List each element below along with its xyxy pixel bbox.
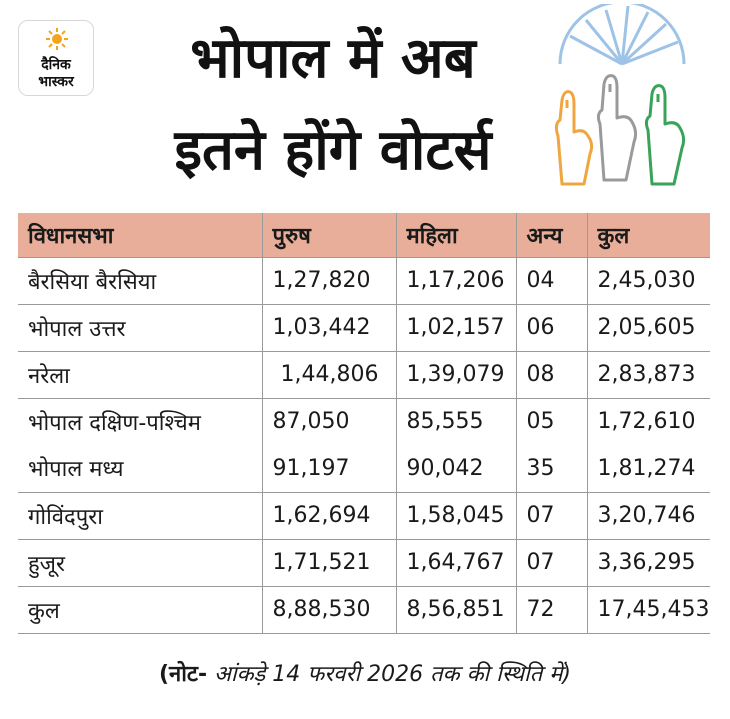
cell-total: 17,45,453	[587, 586, 710, 633]
table-header-row	[18, 213, 710, 257]
cell-other: 06	[516, 304, 587, 351]
ashoka-chakra-icon	[560, 4, 684, 64]
page-title-line2: इतने होंगे वोटर्स	[174, 118, 492, 183]
cell-female: 1,02,157	[396, 304, 516, 351]
cell-constituency: भोपाल दक्षिण-पश्चिम	[28, 410, 201, 436]
cell-constituency: नरेला	[18, 351, 262, 398]
header-male: पुरुष	[262, 213, 396, 257]
logo-text-line2: भास्कर	[38, 74, 74, 90]
table-row	[18, 351, 710, 398]
header-other: अन्य	[516, 213, 587, 257]
table-row	[18, 492, 710, 539]
cell-total: 2,05,605	[587, 304, 710, 351]
cell-female: 85,555	[396, 398, 516, 445]
cell-other: 05	[516, 398, 587, 445]
cell-male: 8,88,530	[262, 586, 396, 633]
cell-male: 1,03,442	[262, 304, 396, 351]
cell-female: 90,042	[396, 445, 516, 492]
cell-total: 3,20,746	[587, 492, 710, 539]
cell-constituency: भोपाल मध्य	[18, 445, 262, 492]
table-row	[18, 257, 710, 304]
header-total: कुल	[587, 213, 710, 257]
cell-female: 8,56,851	[396, 586, 516, 633]
table-row	[18, 398, 710, 445]
cell-male: 1,44,806	[262, 351, 396, 398]
white-finger-icon	[598, 76, 635, 180]
cell-total: 1,81,274	[587, 445, 710, 492]
cell-total: 2,83,873	[587, 351, 710, 398]
cell-other: 08	[516, 351, 587, 398]
footnote	[0, 658, 730, 688]
cell-other: 35	[516, 445, 587, 492]
cell-constituency: हुजूर	[18, 539, 262, 586]
cell-male: 1,62,694	[262, 492, 396, 539]
cell-total: 2,45,030	[587, 257, 710, 304]
cell-constituency: भोपाल उत्तर	[18, 304, 262, 351]
cell-other: 04	[516, 257, 587, 304]
cell-other: 72	[516, 586, 587, 633]
table-row-total	[18, 586, 710, 633]
cell-total: 3,36,295	[587, 539, 710, 586]
cell-female: 1,58,045	[396, 492, 516, 539]
cell-female: 1,39,079	[396, 351, 516, 398]
header-female: महिला	[396, 213, 516, 257]
cell-male: 1,71,521	[262, 539, 396, 586]
cell-constituency: कुल	[18, 586, 262, 633]
saffron-finger-icon	[556, 92, 591, 184]
cell-female: 1,17,206	[396, 257, 516, 304]
table-row	[18, 445, 710, 492]
cell-other: 07	[516, 492, 587, 539]
logo-text-line1: दैनिक	[41, 57, 71, 73]
sun-icon	[45, 27, 69, 51]
page-title-line1: भोपाल में अब	[190, 26, 476, 91]
cell-male: 91,197	[262, 445, 396, 492]
footnote-text: आंकड़े 14 फरवरी 2026 तक की स्थिति में)	[207, 662, 572, 687]
footnote-prefix: (नोट-	[158, 662, 208, 687]
cell-male: 87,050	[262, 398, 396, 445]
cell-female: 1,64,767	[396, 539, 516, 586]
voting-fingers-illustration	[540, 4, 700, 194]
cell-total: 1,72,610	[587, 398, 710, 445]
dainik-bhaskar-logo	[18, 20, 94, 96]
cell-other: 07	[516, 539, 587, 586]
green-finger-icon	[646, 86, 683, 184]
cell-constituency: गोविंदपुरा	[18, 492, 262, 539]
cell-male: 1,27,820	[262, 257, 396, 304]
table-row	[18, 539, 710, 586]
table-row	[18, 304, 710, 351]
voters-table	[18, 213, 710, 634]
header-constituency: विधानसभा	[18, 213, 262, 257]
cell-constituency: बैरसिया बैरसिया	[18, 257, 262, 304]
